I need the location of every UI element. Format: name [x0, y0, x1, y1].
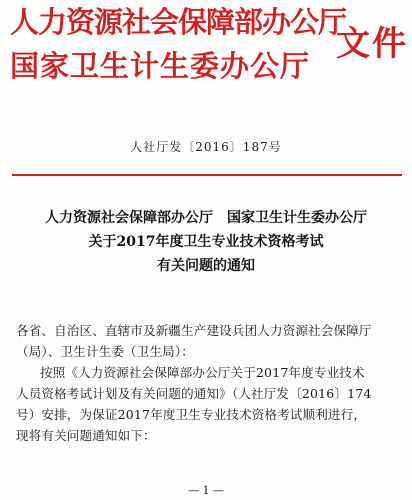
- title-line-1: 人力资源社会保障部办公厅 国家卫生计生委办公厅: [45, 210, 367, 226]
- issuer-name-line-2: 国家卫生计生委办公厅: [10, 49, 311, 83]
- body-text-line-2: 人员资格考试计划及有关问题的通知》（人社厅发〔2016〕174: [16, 386, 372, 401]
- body-text-line-4: 现将有关问题通知如下：: [16, 428, 156, 443]
- document-body: [16, 320, 402, 446]
- addressee-line-1: 各省、自治区、直辖市及新疆生产建设兵团人力资源社会保障厅: [16, 323, 372, 338]
- document-kind-label: 文件: [336, 24, 408, 64]
- red-divider-line: [12, 174, 402, 176]
- title-line-3: 有关问题的通知: [157, 258, 255, 274]
- issuer-name-line-1: 人力资源社会保障部办公厅: [10, 5, 347, 39]
- document-number: 人社厅发〔2016〕187号: [130, 140, 282, 154]
- addressee-line-2: （局）、卫生计生委（卫生局）：: [16, 344, 195, 359]
- document-title: [0, 206, 412, 278]
- page-number: — 1 —: [188, 484, 224, 497]
- red-letterhead: [10, 4, 406, 112]
- body-text-line-1: 按照《人力资源社会保障部办公厅关于2017年度专业技术: [40, 365, 365, 380]
- body-text-line-3: 号）安排，为保证2017年度卫生专业技术资格考试顺利进行，: [16, 407, 367, 422]
- title-line-2: 关于2017年度卫生专业技术资格考试: [88, 234, 324, 250]
